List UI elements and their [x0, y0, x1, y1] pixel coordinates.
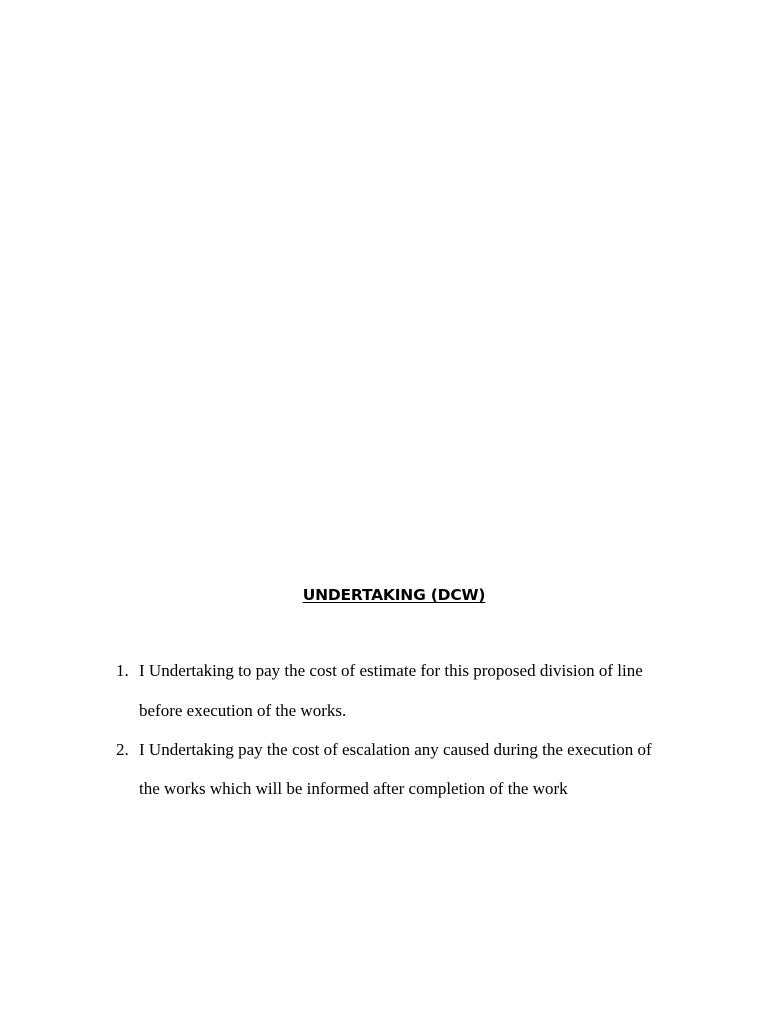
list-item-text-line: before execution of the works. [139, 701, 347, 720]
list-item-text-line: the works which will be informed after completion of the work [139, 779, 568, 798]
list-item-number: 2. [116, 740, 129, 759]
list-item-text-line: I Undertaking pay the cost of escalation any caused during the execution of [139, 740, 652, 759]
list-item-text-line: I Undertaking to pay the cost of estimate for this proposed division of line [139, 661, 643, 680]
document-title: UNDERTAKING (DCW) [302, 586, 486, 604]
list-item-number: 1. [116, 661, 129, 680]
